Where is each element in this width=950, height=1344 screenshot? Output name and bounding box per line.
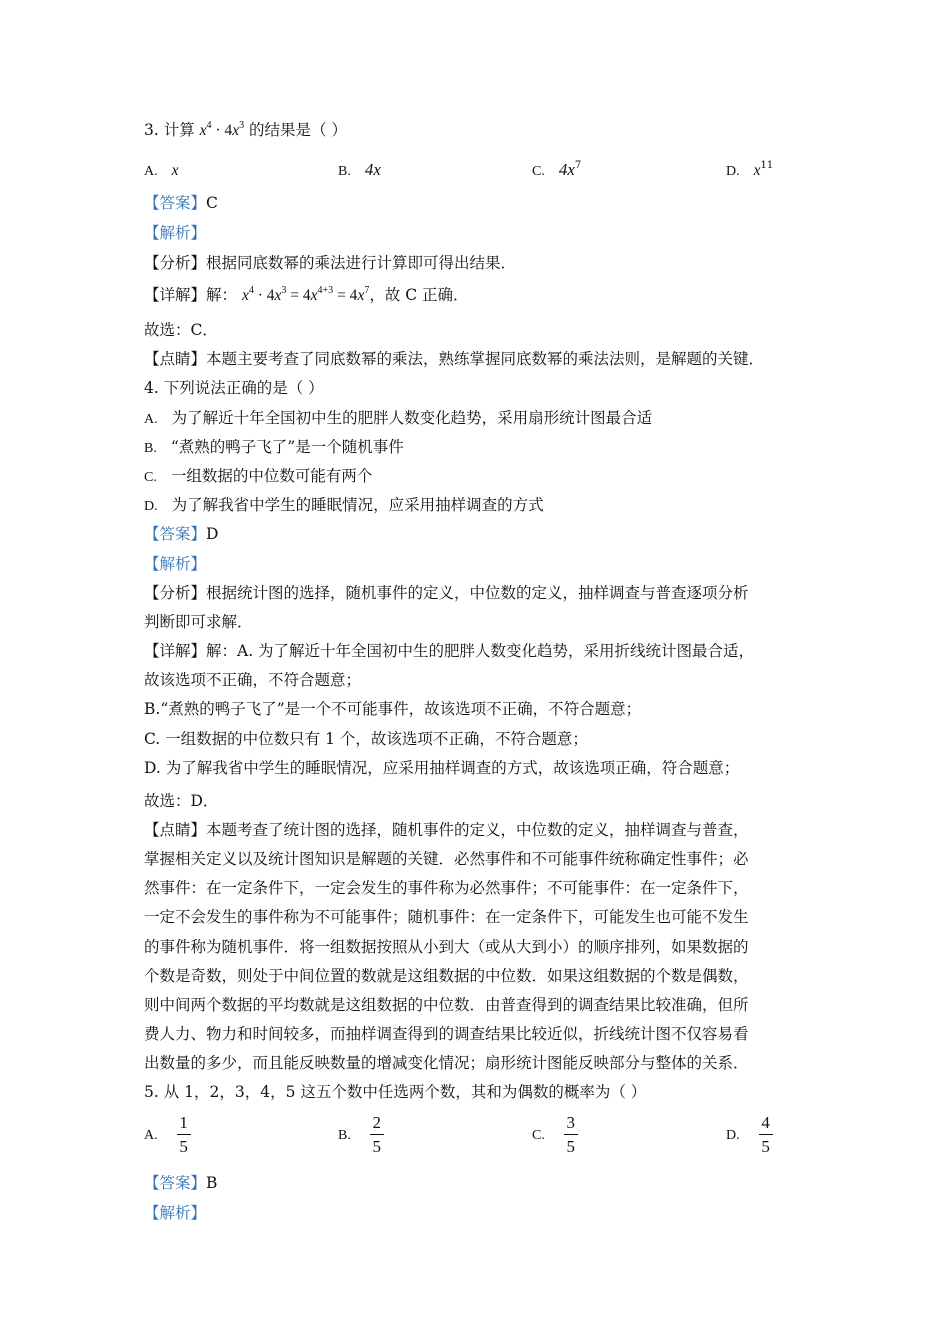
q5-option-a: A. $\frac{1}{5}$ — [144, 1113, 191, 1156]
q4-option-c: C. 一组数据的中位数可能有两个 — [144, 467, 373, 485]
q3-solution-expression: $x^4 \cdot 4x^3 = 4x^{4+3} = 4x^7$ — [241, 285, 370, 304]
q4-line: 掌握相关定义以及统计图知识是解题的关键．必然事件和不可能事件统称确定性事件；必 — [144, 850, 749, 868]
q4-answer: 【答案】D — [144, 525, 219, 543]
q4-stem: 4. 下列说法正确的是（ ） — [144, 379, 324, 397]
fraction: $\frac{2}{5}$ — [370, 1113, 384, 1156]
q3-guxuan: 故选：C． — [144, 321, 218, 339]
q4-line: 故该选项不正确，不符合题意； — [144, 671, 362, 689]
q3-expression: $x^4 \cdot 4x^3$ — [199, 120, 245, 139]
q4-line: 【分析】根据统计图的选择，随机事件的定义，中位数的定义，抽样调查与普查逐项分析 — [144, 584, 749, 602]
q5-option-c: C. $\frac{3}{5}$ — [532, 1113, 578, 1156]
q3-option-c: C. $4x^7$ — [532, 160, 582, 179]
q5-option-d: D. $\frac{4}{5}$ — [726, 1113, 773, 1156]
q3-option-d: D. $x^{11}$ — [726, 160, 774, 179]
q4-analysis-tag: 【解析】 — [144, 555, 207, 573]
q4-line: C. 一组数据的中位数只有 1 个，故该选项不正确，不符合题意； — [144, 730, 588, 748]
q3-analysis-tag: 【解析】 — [144, 224, 207, 242]
q3-xiangjie: 【详解】解： $x^4 \cdot 4x^3 = 4x^{4+3} = 4x^7$，故 C 正确． — [144, 285, 469, 304]
q4-line: 故选：D． — [144, 792, 219, 810]
q4-option-b: B. “煮熟的鸭子飞了”是一个随机事件 — [144, 438, 404, 456]
q3-dianjing: 【点睛】本题主要考查了同底数幂的乘法，熟练掌握同底数幂的乘法法则，是解题的关键． — [144, 350, 765, 368]
fraction: $\frac{4}{5}$ — [759, 1113, 773, 1156]
fraction: $\frac{3}{5}$ — [564, 1113, 578, 1156]
fraction: $\frac{1}{5}$ — [177, 1113, 191, 1156]
q4-line: D. 为了解我省中学生的睡眠情况，应采用抽样调查的方式，故该选项正确，符合题意； — [144, 759, 740, 777]
q3-fenxi: 【分析】根据同底数幂的乘法进行计算即可得出结果． — [144, 254, 517, 272]
q4-line: 费人力、物力和时间较多，而抽样调查得到的调查结果比较近似，折线统计图不仅容易看 — [144, 1025, 749, 1043]
q4-line: 【详解】解：A. 为了解近十年全国初中生的肥胖人数变化趋势，采用折线统计图最合适， — [144, 642, 755, 660]
q4-line: B.“煮熟的鸭子飞了”是一个不可能事件，故该选项不正确，不符合题意； — [144, 700, 642, 718]
q4-line: 的事件称为随机事件．将一组数据按照从小到大（或从大到小）的顺序排列，如果数据的 — [144, 938, 749, 956]
q5-analysis-tag: 【解析】 — [144, 1204, 207, 1222]
q4-line: 【点睛】本题考查了统计图的选择，随机事件的定义，中位数的定义，抽样调查与普查， — [144, 821, 749, 839]
q4-line: 则中间两个数据的平均数就是这组数据的中位数．由普查得到的调查结果比较准确，但所 — [144, 996, 749, 1014]
q4-line: 判断即可求解． — [144, 613, 253, 631]
q4-line: 然事件：在一定条件下，一定会发生的事件称为必然事件；不可能事件：在一定条件下， — [144, 879, 749, 897]
q5-stem: 5. 从 1，2，3，4，5 这五个数中任选两个数，其和为偶数的概率为（ ） — [144, 1083, 647, 1101]
q3-stem: 3. 计算 $x^4 \cdot 4x^3$ 的结果是（ ） — [144, 120, 347, 139]
q3-option-a: A. x — [144, 162, 179, 179]
q3-option-b: B. 4x — [338, 160, 381, 179]
q4-line: 出数量的多少，而且能反映数量的增减变化情况；扇形统计图能反映部分与整体的关系． — [144, 1054, 749, 1072]
q5-answer: 【答案】B — [144, 1174, 218, 1192]
q4-option-d: D. 为了解我省中学生的睡眠情况，应采用抽样调查的方式 — [144, 496, 544, 514]
q3-answer: 【答案】C — [144, 194, 218, 212]
q4-option-a: A. 为了解近十年全国初中生的肥胖人数变化趋势，采用扇形统计图最合适 — [144, 409, 653, 427]
q4-line: 个数是奇数，则处于中间位置的数就是这组数据的中位数．如果这组数据的个数是偶数， — [144, 967, 749, 985]
q5-option-b: B. $\frac{2}{5}$ — [338, 1113, 384, 1156]
q4-line: 一定不会发生的事件称为不可能事件；随机事件：在一定条件下，可能发生也可能不发生 — [144, 908, 749, 926]
